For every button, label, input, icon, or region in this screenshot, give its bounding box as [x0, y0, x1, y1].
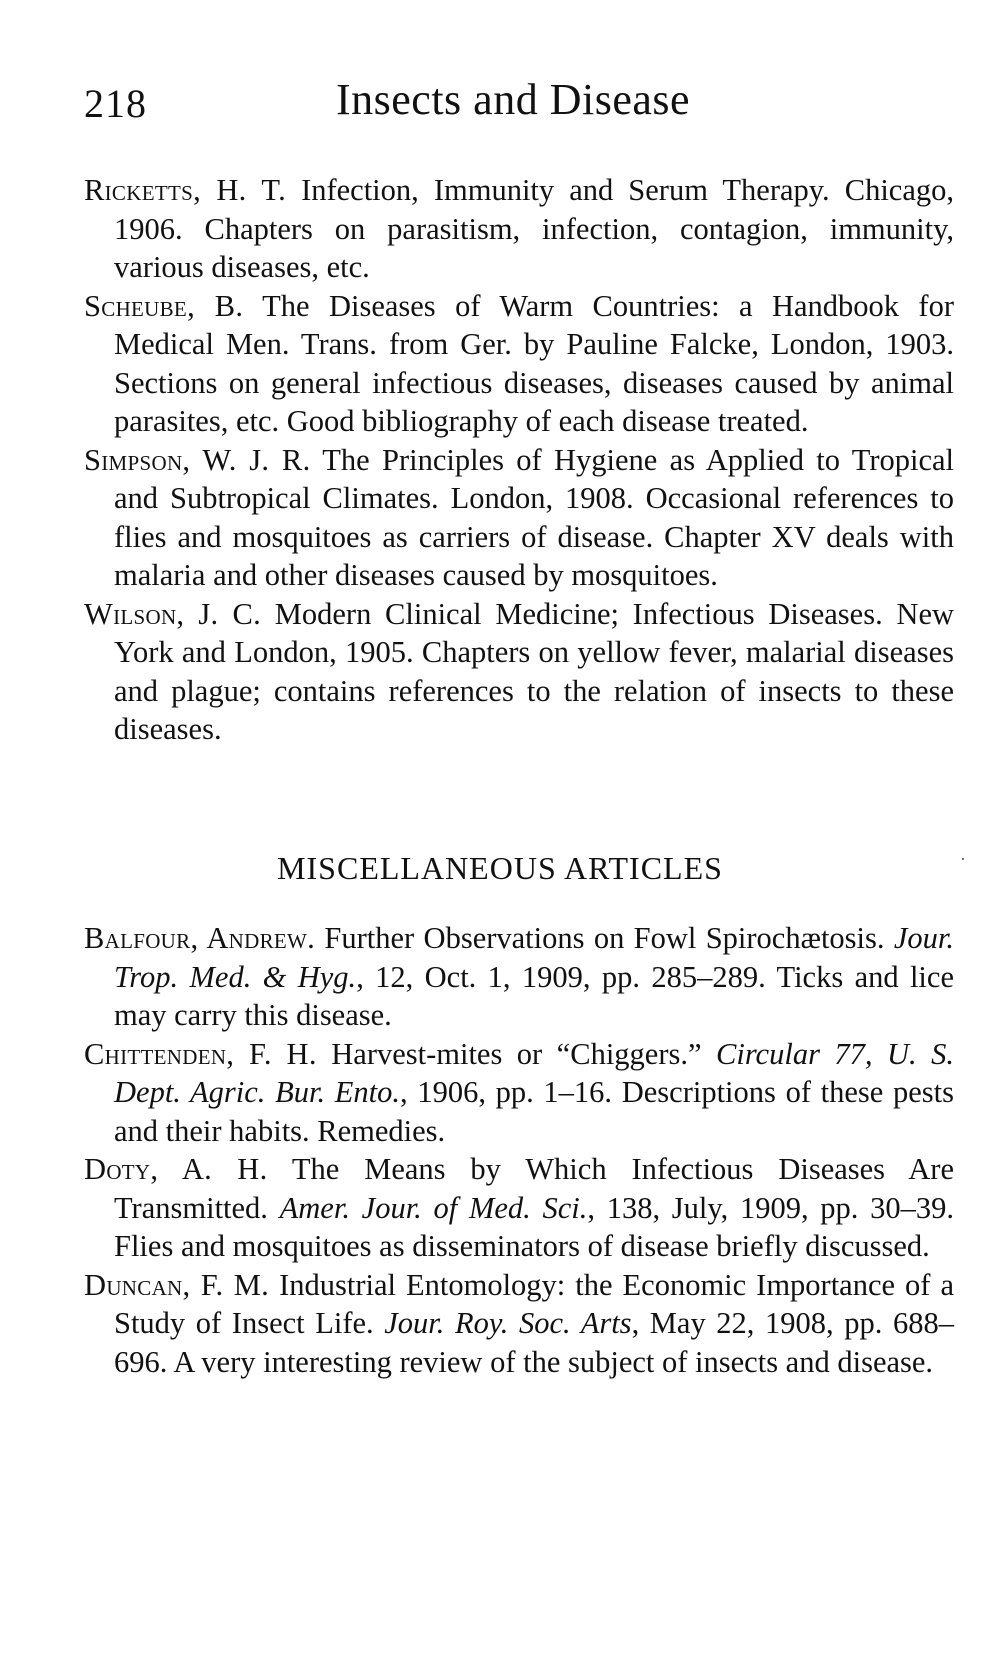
running-title: Insects and Disease	[336, 75, 691, 124]
entry-journal: Circular 77, U. S. Dept. Agric. Bur. Ento.	[114, 1036, 954, 1109]
entry-author: Ricketts, H. T.	[84, 173, 287, 207]
entry-text: Harvest-mites or “Chiggers.”	[316, 1036, 716, 1071]
entry-author: Wilson, J. C.	[84, 596, 262, 631]
entry-text: The Diseases of Warm Countries: a Handbook for Medical Men. Trans. from Ger. by Pauline Falcke, London, 1903. Sections on general infectious diseases, diseases caused by animal parasites, etc. Good bibliography of each disease treated.	[114, 288, 954, 438]
entry-journal: Jour. Roy. Soc. Arts	[384, 1306, 632, 1340]
entry-author: Scheube, B.	[84, 288, 244, 323]
entry-text: Industrial Entomology: the Economic Importance of a Study of Insect Life.	[114, 1267, 954, 1340]
entry-text: , 12, Oct. 1, 1909, pp. 285–289. Ticks and lice may carry this disease.	[114, 959, 954, 1032]
entry-journal: Jour. Trop. Med. & Hyg.	[114, 921, 954, 994]
entry-author: Duncan, F. M.	[84, 1267, 270, 1302]
entry-text: Infection, Immunity and Serum Therapy. Chicago, 1906. Chapters on parasitism, infection, contagion, immunity, various diseases, etc.	[114, 173, 955, 284]
article-entry	[84, 1035, 954, 1151]
bibliography-entry	[84, 287, 954, 441]
entry-text: , 1906, pp. 1–16. Descriptions of these pests and their habits. Remedies.	[114, 1075, 954, 1148]
article-entry	[84, 1266, 954, 1382]
article-entry	[84, 1150, 954, 1266]
bibliography-list	[84, 171, 954, 749]
entry-text: The Means by Which Infectious Diseases Are Transmitted.	[114, 1152, 954, 1225]
bibliography-entry	[84, 441, 954, 595]
entry-author: Chittenden, F. H.	[84, 1036, 317, 1071]
entry-text: The Principles of Hygiene as Applied to Tropical and Subtropical Climates. London, 1908. Occasional references to flies and mosquitoes as carriers of disease. Chapter XV deals with malaria and other diseases caused by mosquitoes.	[114, 442, 954, 592]
section-heading: MISCELLANEOUS ARTICLES	[277, 850, 723, 886]
entry-text: Further Observations on Fowl Spirochætosis.	[315, 921, 894, 955]
bibliography-entry	[84, 595, 954, 749]
bibliography-entry	[84, 171, 954, 287]
scan-speck	[962, 858, 964, 860]
entry-text: , 138, July, 1909, pp. 30–39. Flies and mosquitoes as disseminators of disease briefly discussed.	[114, 1190, 954, 1263]
entry-journal: Amer. Jour. of Med. Sci.	[279, 1190, 588, 1225]
page-header	[80, 74, 950, 134]
article-entry	[84, 919, 954, 1035]
entry-author: Simpson, W. J. R.	[84, 442, 311, 477]
entry-author: Balfour, Andrew.	[84, 921, 316, 955]
entry-text: , May 22, 1908, pp. 688–696. A very interesting review of the subject of insects and disease.	[114, 1306, 954, 1379]
entry-author: Doty, A. H.	[84, 1152, 268, 1186]
entry-text: Modern Clinical Medicine; Infectious Diseases. New York and London, 1905. Chapters on yellow fever, malarial diseases and plague; contains references to the relation of insects to these diseases.	[114, 596, 955, 746]
articles-list	[84, 919, 954, 1381]
page-number: 218	[84, 81, 147, 126]
